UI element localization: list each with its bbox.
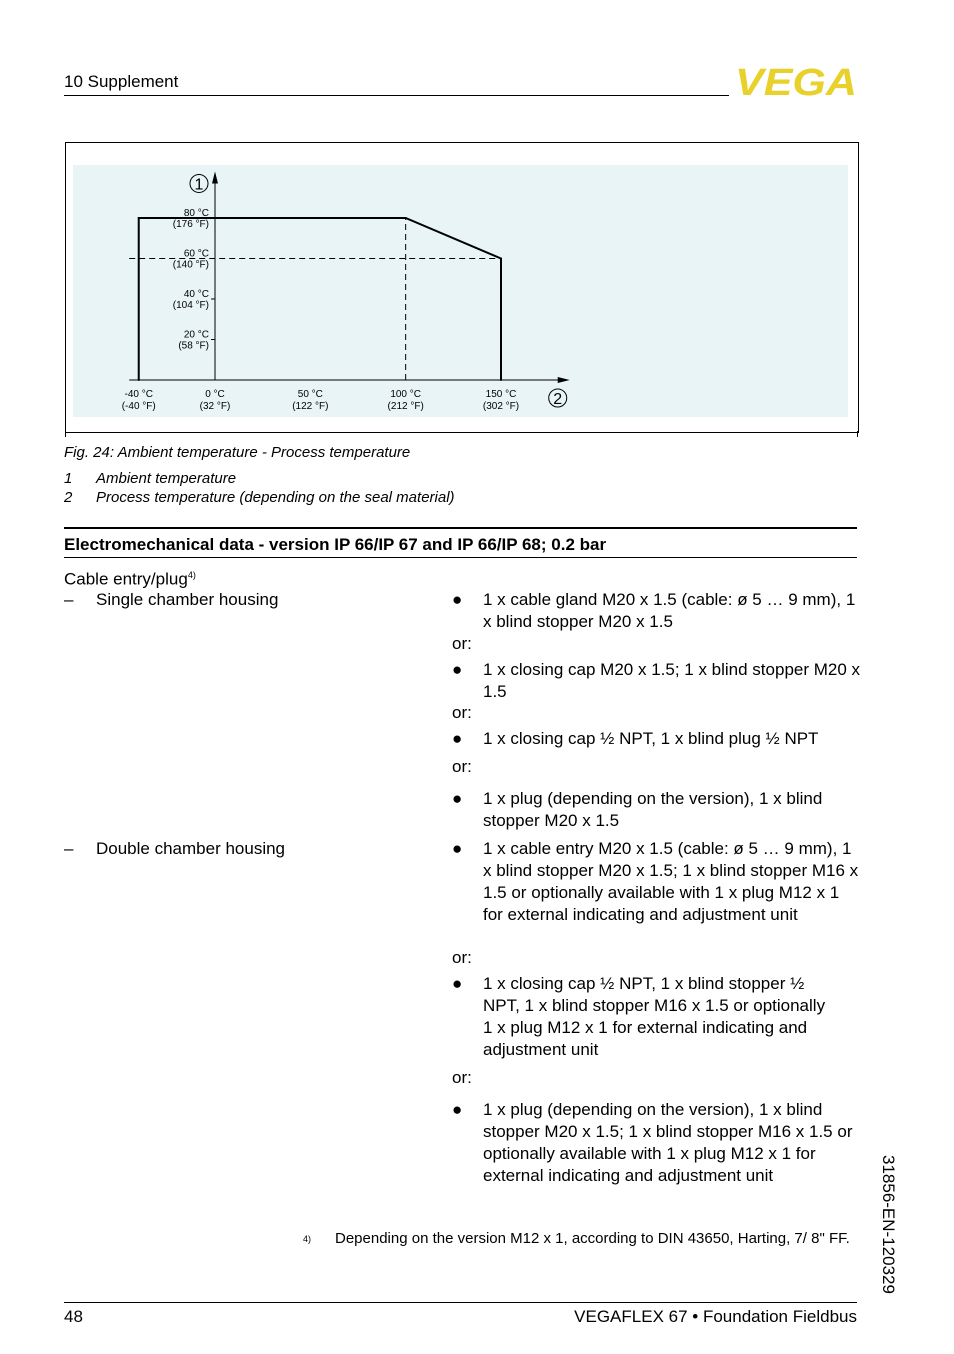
or-label: or: bbox=[452, 948, 472, 967]
legend-number: 1 bbox=[64, 470, 73, 487]
x-tick-label: 50 °C bbox=[297, 389, 323, 400]
legend-item-2 bbox=[64, 489, 764, 509]
curve-point bbox=[138, 217, 140, 219]
figure-frame-stub-left bbox=[65, 431, 66, 437]
double-option-1: 1 x cable entry M20 x 1.5 (cable: ø 5 … 9 mm), 1 x blind stopper M20 x 1.5; 1 x blind stopper M16 x 1.5 or optionally available with 1 x plug M12 x 1 for external indicating and adjustment unit bbox=[483, 839, 859, 924]
curve-point bbox=[500, 258, 502, 260]
section-bottom-rule bbox=[64, 557, 857, 558]
figure-frame-stub-right bbox=[857, 431, 858, 437]
x-tick-label-f: (122 °F) bbox=[292, 401, 329, 412]
vega-logo-text: VEGA bbox=[735, 64, 857, 100]
footer-rule bbox=[64, 1302, 857, 1303]
bullet-icon: ● bbox=[452, 729, 463, 748]
figure-frame bbox=[65, 142, 859, 433]
y-tick-label-f: (176 °F) bbox=[172, 219, 209, 230]
single-option-2: 1 x closing cap M20 x 1.5; 1 x blind stopper M20 x 1.5 bbox=[483, 660, 861, 701]
double-chamber-label: Double chamber housing bbox=[96, 839, 286, 858]
curve-point bbox=[405, 217, 407, 219]
x-tick-label-f: (32 °F) bbox=[199, 401, 231, 412]
footnote-ref: 4) bbox=[187, 570, 196, 580]
y-tick-label: 80 °C bbox=[183, 208, 209, 219]
page-number: 48 bbox=[64, 1307, 83, 1326]
bullet-icon: ● bbox=[452, 789, 463, 808]
single-chamber-label: Single chamber housing bbox=[96, 590, 279, 609]
curve-point bbox=[138, 379, 140, 381]
cable-entry-label bbox=[64, 564, 196, 591]
single-option-4: 1 x plug (depending on the version), 1 x blind stopper M20 x 1.5 bbox=[483, 789, 823, 830]
x-tick-label-f: (-40 °F) bbox=[121, 401, 156, 412]
legend-text: Process temperature (depending on the seal material) bbox=[96, 489, 455, 506]
legend-number: 2 bbox=[64, 489, 73, 506]
or-label: or: bbox=[452, 703, 472, 722]
header-rule bbox=[64, 95, 729, 96]
y-tick-label: 20 °C bbox=[183, 329, 209, 341]
or-label: or: bbox=[452, 1068, 472, 1087]
figure-caption: Fig. 24: Ambient temperature - Process temperature bbox=[64, 444, 411, 461]
temperature-chart bbox=[66, 143, 858, 432]
section-top-rule bbox=[64, 527, 857, 529]
axis-marker-label-1: 1 bbox=[194, 176, 204, 194]
single-option-1: 1 x cable gland M20 x 1.5 (cable: ø 5 … 9 mm), 1 x blind stopper M20 x 1.5 bbox=[483, 590, 856, 631]
curve-point bbox=[500, 379, 502, 381]
x-tick-label: 0 °C bbox=[205, 389, 225, 400]
vega-logo bbox=[734, 64, 858, 100]
bullet-icon: ● bbox=[452, 590, 463, 609]
double-option-3: 1 x plug (depending on the version), 1 x blind stopper M20 x 1.5; 1 x blind stopper M16 x 1.5 or optionally available with 1 x plug M12 x 1 for external indicating and adjustment unit bbox=[483, 1100, 853, 1185]
bullet-icon: ● bbox=[452, 660, 463, 679]
legend-item-1 bbox=[64, 470, 764, 490]
y-tick-label-f: (58 °F) bbox=[178, 340, 209, 352]
bullet-icon: ● bbox=[452, 974, 463, 993]
legend-text: Ambient temperature bbox=[96, 470, 237, 487]
dash-marker: – bbox=[64, 590, 74, 609]
footnote-text: Depending on the version M12 x 1, according to DIN 43650, Harting, 7/ 8" FF. bbox=[335, 1230, 850, 1247]
bullet-icon: ● bbox=[452, 1100, 463, 1119]
y-tick-label: 60 °C bbox=[183, 248, 209, 260]
product-name: VEGAFLEX 67 • Foundation Fieldbus bbox=[574, 1307, 857, 1326]
axis-marker-label-2: 2 bbox=[553, 391, 563, 408]
double-option-2: 1 x closing cap ½ NPT, 1 x blind stopper ½ NPT, 1 x blind stopper M16 x 1.5 or optionally 1 x plug M12 x 1 for external indicating and adjustment unit bbox=[483, 974, 826, 1059]
y-tick-label-f: (104 °F) bbox=[172, 300, 209, 311]
x-tick-label: 100 °C bbox=[390, 389, 422, 400]
document-id: 31856-EN-120329 bbox=[879, 1155, 898, 1294]
single-option-3: 1 x closing cap ½ NPT, 1 x blind plug ½ NPT bbox=[483, 729, 819, 748]
y-tick-label: 40 °C bbox=[183, 289, 209, 300]
or-label: or: bbox=[452, 757, 472, 776]
footnote-mark: 4) bbox=[303, 1234, 312, 1244]
x-tick-label: 150 °C bbox=[485, 389, 517, 400]
x-tick-label-f: (302 °F) bbox=[482, 401, 520, 412]
dash-marker: – bbox=[64, 839, 74, 858]
bullet-icon: ● bbox=[452, 839, 463, 858]
section-title: Electromechanical data - version IP 66/IP 67 and IP 66/IP 68; 0.2 bar bbox=[64, 535, 607, 554]
cable-entry-text: Cable entry/plug bbox=[64, 569, 188, 589]
y-tick-label-f: (140 °F) bbox=[172, 259, 209, 271]
x-tick-label-f: (212 °F) bbox=[387, 401, 424, 412]
or-label: or: bbox=[452, 634, 472, 653]
x-tick-label: -40 °C bbox=[124, 389, 153, 400]
section-header: 10 Supplement bbox=[64, 72, 179, 91]
